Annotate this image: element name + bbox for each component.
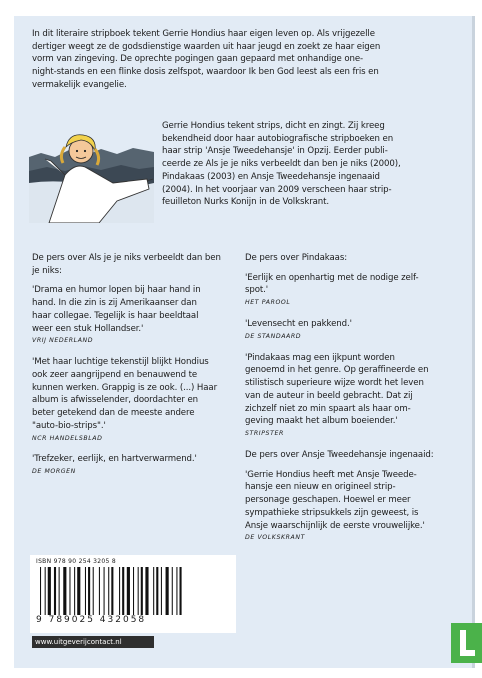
barcode-bar [99,567,100,615]
bio-line: Pindakaas (2003) en Ansje Tweedehansje ingenaaid [162,171,380,182]
intro-line: vorm van zingeving. De oprechte pogingen gaan gepaard met onhandige one- [32,54,364,65]
barcode-bar [141,567,143,615]
barcode-bar [156,567,158,615]
barcode-bar [122,567,124,615]
isbn-barcode [30,555,236,633]
quote-line: 'Levensecht en pakkend.' [245,319,352,330]
quote-source: VRIJ NEDERLAND [32,337,94,345]
quote-line: Ansje waarschijnlijk de eerste vrouwelijke.' [245,520,425,531]
quote-line: van de auteur in beeld gebracht. Dat zij [245,390,413,401]
barcode-bar [77,567,80,615]
quote-line: spot.' [245,285,269,296]
intro-line: In dit literaire stripboek tekent Gerrie Hondius haar eigen leven op. Als vrijgezelle [32,29,375,39]
barcode-bar [180,567,182,615]
barcode-bar [108,567,109,615]
press-quote [32,356,237,432]
barcode-bar [145,567,148,615]
isbn-number: ISBN 978 90 254 3205 8 [36,558,116,565]
quote-line: ook zeer aangrijpend en benauwend te [32,369,198,380]
barcode-bar [85,567,86,615]
barcode-bar [172,567,173,615]
barcode-bar [74,567,75,615]
quote-line: 'Drama en humor lopen bij haar hand in [32,285,201,296]
publisher-website: www.uitgeverijcontact.nl [32,636,154,648]
publisher-logo [451,623,482,663]
quote-line: beter getekend dan de meeste andere [32,408,195,419]
press-heading-line: De pers over Als je je niks verbeeldt dan ben [32,253,221,263]
author-cartoon-illustration [29,123,154,223]
bio-line: (2004). In het voorjaar van 2009 verscheen haar strip- [162,184,392,195]
quote-line: hand. In die zin is zij Amerikaanser dan [32,298,197,309]
barcode-bar [133,567,134,615]
barcode-bar [153,567,154,615]
barcode-bar [45,567,46,615]
barcode-bar [88,567,90,615]
intro-line: vermakelijk evangelie. [32,79,127,90]
barcode-bar [127,567,130,615]
barcode-bar [104,567,105,615]
press-heading-line: De pers over Ansje Tweedehansje ingenaaid: [245,449,434,460]
quote-line: hansje een nieuw en origineel strip- [245,482,396,493]
quote-line: 'Pindakaas mag een ijkpunt worden [245,352,395,363]
barcode-bar [111,567,113,615]
bio-line: bekendheid door haar autobiografische stripboeken en [162,133,394,144]
press-quote [32,284,237,335]
bio-line: feuilleton Nurks Konijn in de Volkskrant. [162,197,330,208]
quote-line: zichzelf niet zo min spaart als haar om- [245,403,411,414]
barcode-bar [138,567,139,615]
quote-line: geving maakt het album boeiender.' [245,416,398,427]
barcode-bar [161,567,162,615]
quote-line: sympathieke stripsukkels zijn geweest, is [245,507,419,518]
press-quote [32,453,237,466]
press-heading [245,252,460,265]
quote-line: 'Met haar luchtige tekenstijl blijkt Hondius [32,357,209,368]
quote-source: NCR HANDELSBLAD [32,434,103,442]
press-heading [245,449,460,462]
quote-line: personage geschapen. Hoewel er meer [245,495,411,506]
quote-line: album is afwisselender, doordachter en [32,395,199,406]
barcode-digits: 9 789025 432058 [36,615,147,625]
barcode-bars [40,567,228,615]
intro-line: dertiger weegt ze de godsdienstige waarden uit haar jeugd en zoekt ze haar eigen [32,41,381,52]
barcode-bar [69,567,70,615]
barcode-bar [176,567,177,615]
bio-line: Gerrie Hondius tekent strips, dicht en zingt. Zij kreeg [162,121,385,131]
press-quote [245,469,460,533]
press-column-right [245,252,460,553]
author-bio-paragraph [162,120,460,209]
press-quote [245,352,460,428]
quote-source: STRIPSTER [245,430,284,438]
barcode-bar [166,567,169,615]
barcode-bar [48,567,51,615]
quote-source: HET PAROOL [245,299,291,307]
press-heading-line: je niks: [32,265,62,276]
bio-line: ceerde ze Als je je niks verbeeldt dan ben je niks (2000), [162,159,401,170]
barcode-bar [119,567,120,615]
quote-source: DE STANDAARD [245,332,302,340]
bio-line: haar strip 'Ansje Tweedehansje' in Opzij. Eerder publi- [162,146,388,157]
barcode-bar [40,567,41,615]
quote-line: stilistisch superieure wijze wordt het leven [245,378,424,389]
quote-line: "auto-bio-strips".' [32,420,106,431]
press-heading [32,252,237,277]
quote-line: 'Eerlijk en openhartig met de nodige zelf- [245,272,419,283]
quote-line: 'Gerrie Hondius heeft met Ansje Tweede- [245,469,417,480]
barcode-bar [59,567,60,615]
intro-line: night-stands en een flinke dosis zelfspot, waardoor Ik ben God leest als een fris en [32,67,379,78]
intro-paragraph [32,28,460,92]
quote-line: haar collegae. Tegelijk is haar beeldtaal [32,310,199,321]
press-quote [245,318,460,331]
quote-source: DE VOLKSKRANT [245,534,305,542]
press-quote [245,272,460,297]
press-column-left [32,252,237,487]
barcode-bar [93,567,94,615]
quote-line: 'Trefzeker, eerlijk, en hartverwarmend.' [32,454,197,465]
quote-line: kunnen werken. Grappig is ze ook. (...) Haar [32,382,218,393]
cover-edge [472,16,475,668]
press-heading-line: De pers over Pindakaas: [245,253,347,263]
quote-source: DE MORGEN [32,468,76,476]
barcode-bar [54,567,56,615]
barcode-bar [63,567,66,615]
quote-line: genoemd in het genre. Op geraffineerde en [245,365,429,376]
quote-line: weer een stuk Hollandser.' [32,323,144,334]
